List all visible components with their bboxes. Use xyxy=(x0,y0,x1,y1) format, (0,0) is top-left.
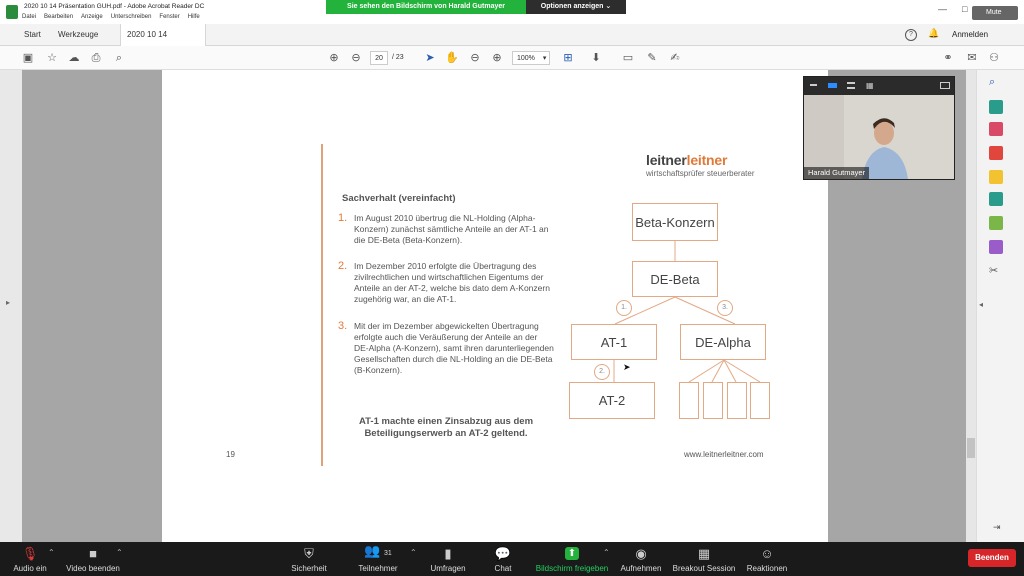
mute-chip[interactable]: Mute xyxy=(972,6,1018,20)
muted-microphone-icon: 🎙 xyxy=(21,546,39,561)
chat-label: Chat xyxy=(494,564,512,573)
node-de-alpha-sub xyxy=(750,382,770,419)
next-page-icon[interactable]: ⊖ xyxy=(351,52,361,64)
list-item-text: Im Dezember 2010 erfolgte die Übertragung des zivilrechtlichen und wirtschaftlichen Eigentums der Anteile an der AT-2, welche bis dato dem A-Konzern zugehörig war, an die AT-1. xyxy=(354,261,550,304)
list-item-number: 1. xyxy=(338,212,348,224)
slide-accent-line xyxy=(321,144,323,466)
pane-expand-icon[interactable]: ⇥ xyxy=(993,522,1001,532)
reactions-label: Reaktionen xyxy=(746,564,788,573)
zoom-level-value: 100% xyxy=(517,55,535,62)
audio-label: Audio ein xyxy=(13,564,47,573)
zoom-in-icon[interactable]: ⊕ xyxy=(492,52,502,64)
comment-icon[interactable]: ▭ xyxy=(622,52,634,64)
share-link-icon[interactable]: ⚭ xyxy=(943,52,953,64)
tools-pane xyxy=(976,70,1024,542)
participants-label: Teilnehmer xyxy=(358,564,398,573)
hand-tool-icon[interactable]: ✋ xyxy=(445,52,459,64)
minimize-video-icon[interactable] xyxy=(810,84,817,86)
record-label: Aufnehmen xyxy=(620,564,662,573)
slide-page-number: 19 xyxy=(226,450,235,459)
select-cursor-icon[interactable]: ➤ xyxy=(425,52,435,64)
zoom-level-select[interactable] xyxy=(512,51,550,65)
slide-website: www.leitnerleitner.com xyxy=(684,450,764,459)
logo-subtitle: wirtschaftsprüfer steuerberater xyxy=(646,169,755,178)
slide-heading: Sachverhalt (vereinfacht) xyxy=(342,193,456,204)
breakout-grid-icon: ▦ xyxy=(697,546,711,561)
screen-share-banner xyxy=(326,0,626,14)
highlight-pen-icon[interactable]: ✎ xyxy=(647,52,657,64)
organize-pages-icon[interactable] xyxy=(989,122,1003,136)
logo-part1: leitner xyxy=(646,152,687,168)
upload-cloud-icon[interactable]: ☁ xyxy=(68,52,80,64)
menu-datei[interactable]: Datei xyxy=(22,14,37,20)
participant-video-tile[interactable] xyxy=(803,76,955,180)
smiley-icon: ☺ xyxy=(760,546,774,561)
list-item-text: Im August 2010 übertrug die NL-Holding (Alpha-Konzern) zunächst sämtliche Anteile an der AT-1 an die DE-Beta (Beta-Konzern). xyxy=(354,213,549,245)
node-de-alpha-sub xyxy=(703,382,723,419)
node-at2: AT-2 xyxy=(569,382,655,419)
security-button[interactable] xyxy=(290,542,328,576)
acrobat-toolbar xyxy=(0,46,1024,70)
tab-werkzeuge[interactable]: Werkzeuge xyxy=(58,30,99,39)
fill-sign-icon[interactable] xyxy=(989,240,1003,254)
share-banner-text: Sie sehen den Bildschirm von Harald Gutmayer xyxy=(326,0,526,14)
security-label: Sicherheit xyxy=(291,564,327,573)
record-button[interactable] xyxy=(618,542,664,576)
notification-bell-icon[interactable]: 🔔 xyxy=(928,28,940,38)
create-pdf-icon[interactable] xyxy=(989,146,1003,160)
audio-button[interactable] xyxy=(10,542,50,576)
node-de-alpha-sub xyxy=(727,382,747,419)
step-marker-2: 2. xyxy=(594,364,610,380)
scroll-mode-icon[interactable]: ⬇ xyxy=(591,52,601,64)
menu-fenster[interactable]: Fenster xyxy=(159,14,180,20)
left-panel-toggle[interactable]: ▸ xyxy=(0,70,22,542)
exit-fullscreen-icon[interactable] xyxy=(940,82,950,89)
participants-button[interactable] xyxy=(354,542,402,576)
list-item xyxy=(338,261,554,305)
node-de-alpha-sub xyxy=(679,382,699,419)
step-marker-1: 1. xyxy=(616,300,632,316)
maximize-button[interactable]: □ xyxy=(962,4,968,14)
zoom-out-icon[interactable]: ⊖ xyxy=(470,52,480,64)
bookmark-star-icon[interactable]: ☆ xyxy=(47,52,57,64)
leitnerleitner-logo xyxy=(646,152,755,178)
page-total: / 23 xyxy=(392,54,404,61)
edit-pdf-icon[interactable] xyxy=(989,192,1003,206)
compress-pdf-icon[interactable] xyxy=(989,216,1003,230)
more-tools-icon[interactable]: ✂ xyxy=(989,265,999,277)
video-camera-icon: ■ xyxy=(89,546,97,561)
reactions-button[interactable] xyxy=(744,542,790,576)
minimize-button[interactable]: — xyxy=(938,4,947,14)
tab-bar xyxy=(0,24,1024,46)
breakout-button[interactable] xyxy=(672,542,736,576)
chevron-down-icon: ▾ xyxy=(542,55,547,62)
video-button[interactable] xyxy=(64,542,122,576)
mouse-cursor-icon: ➤ xyxy=(623,362,631,372)
logo-part2: leitner xyxy=(686,152,728,168)
node-at1: AT-1 xyxy=(571,324,657,360)
record-icon: ◉ xyxy=(635,546,647,561)
tab-document[interactable] xyxy=(120,24,206,46)
list-item-number: 2. xyxy=(338,260,348,272)
participants-count: 31 xyxy=(384,550,392,557)
video-tile-header xyxy=(804,77,954,95)
list-item-number: 3. xyxy=(338,320,348,332)
email-icon[interactable]: ✉ xyxy=(967,52,977,64)
share-arrow-icon: ⬆ xyxy=(565,547,579,560)
speaker-view-icon[interactable] xyxy=(828,83,837,88)
node-beta-konzern: Beta-Konzern xyxy=(632,203,718,241)
tab-document-label: 2020 10 14 xyxy=(127,30,168,39)
menu-bearbeiten[interactable]: Bearbeiten xyxy=(44,14,74,20)
node-de-beta: DE-Beta xyxy=(632,261,718,297)
zoom-search-icon[interactable]: ⌕ xyxy=(989,76,996,88)
polls-button[interactable] xyxy=(428,542,468,576)
step-marker-3: 3. xyxy=(717,300,733,316)
bar-chart-icon: ▮ xyxy=(444,546,452,561)
signin-link[interactable]: Anmelden xyxy=(952,30,989,39)
window-title: 2020 10 14 Präsentation GUH.pdf - Adobe Acrobat Reader DC xyxy=(24,3,205,10)
list-item xyxy=(338,213,554,246)
gallery-view-icon[interactable]: ▦ xyxy=(866,81,874,90)
participants-options-caret[interactable]: ⌃ xyxy=(410,548,417,557)
menu-bar xyxy=(22,14,200,20)
print-icon[interactable]: ⎙ xyxy=(91,52,101,64)
collapse-pane-icon[interactable]: ◂ xyxy=(979,300,984,309)
comment-tool-icon[interactable] xyxy=(989,170,1003,184)
help-icon[interactable]: ? xyxy=(905,29,917,41)
list-item-text: Mit der im Dezember abgewickelten Übertragung erfolgte auch die Veräußerung der Anteile an der DE-Alpha (A-Konzern), samt ihren darunterliegenden Gesellschaften durch die NL-Holding an die DE-Beta (B-Konzern). xyxy=(354,321,554,375)
video-options-caret[interactable]: ⌃ xyxy=(116,548,123,557)
prev-page-icon[interactable]: ⊕ xyxy=(329,52,339,64)
list-item xyxy=(338,321,554,376)
participant-name-label: Harald Gutmayer xyxy=(804,167,869,179)
breakout-label: Breakout Session xyxy=(672,564,736,573)
share-label: Bildschirm freigeben xyxy=(535,564,609,573)
export-pdf-icon[interactable] xyxy=(989,100,1003,114)
menu-anzeige[interactable]: Anzeige xyxy=(81,14,103,20)
fit-page-icon[interactable]: ⊞ xyxy=(563,52,573,64)
strip-view-icon[interactable] xyxy=(847,82,855,89)
polls-label: Umfragen xyxy=(430,564,466,573)
vertical-scrollbar[interactable] xyxy=(966,70,976,542)
participants-icon: 👥 31 xyxy=(364,543,392,558)
end-meeting-button[interactable]: Beenden xyxy=(968,549,1016,567)
page-margin-left xyxy=(22,70,162,542)
menu-unterschreiben[interactable]: Unterschreiben xyxy=(110,14,152,20)
share-options-caret[interactable]: ⌃ xyxy=(603,548,610,557)
shield-app-icon xyxy=(6,5,18,19)
shield-icon: ⛨ xyxy=(304,546,314,561)
scrollbar-thumb[interactable] xyxy=(967,438,975,458)
share-screen-button[interactable] xyxy=(534,542,610,576)
node-de-alpha: DE-Alpha xyxy=(680,324,766,360)
zoom-meeting-controls xyxy=(0,542,1024,576)
page-number-input[interactable]: 20 xyxy=(370,51,388,65)
menu-hilfe[interactable]: Hilfe xyxy=(187,14,200,20)
video-label: Video beenden xyxy=(66,564,120,573)
tab-start[interactable]: Start xyxy=(24,30,41,39)
audio-options-caret[interactable]: ⌃ xyxy=(48,548,55,557)
sign-icon[interactable]: ✍ xyxy=(670,52,680,64)
chat-bubble-icon: 💬 xyxy=(494,546,512,561)
find-icon[interactable]: ⌕ xyxy=(115,52,123,64)
view-options-button[interactable]: Optionen anzeigen ⌄ xyxy=(526,0,626,14)
save-icon[interactable]: ▣ xyxy=(22,52,34,64)
slide-conclusion: AT-1 machte einen Zinsabzug aus dem Beteiligungserwerb an AT-2 geltend. xyxy=(358,416,534,439)
share-people-icon[interactable]: ⚇ xyxy=(989,52,999,64)
chat-button[interactable] xyxy=(488,542,518,576)
